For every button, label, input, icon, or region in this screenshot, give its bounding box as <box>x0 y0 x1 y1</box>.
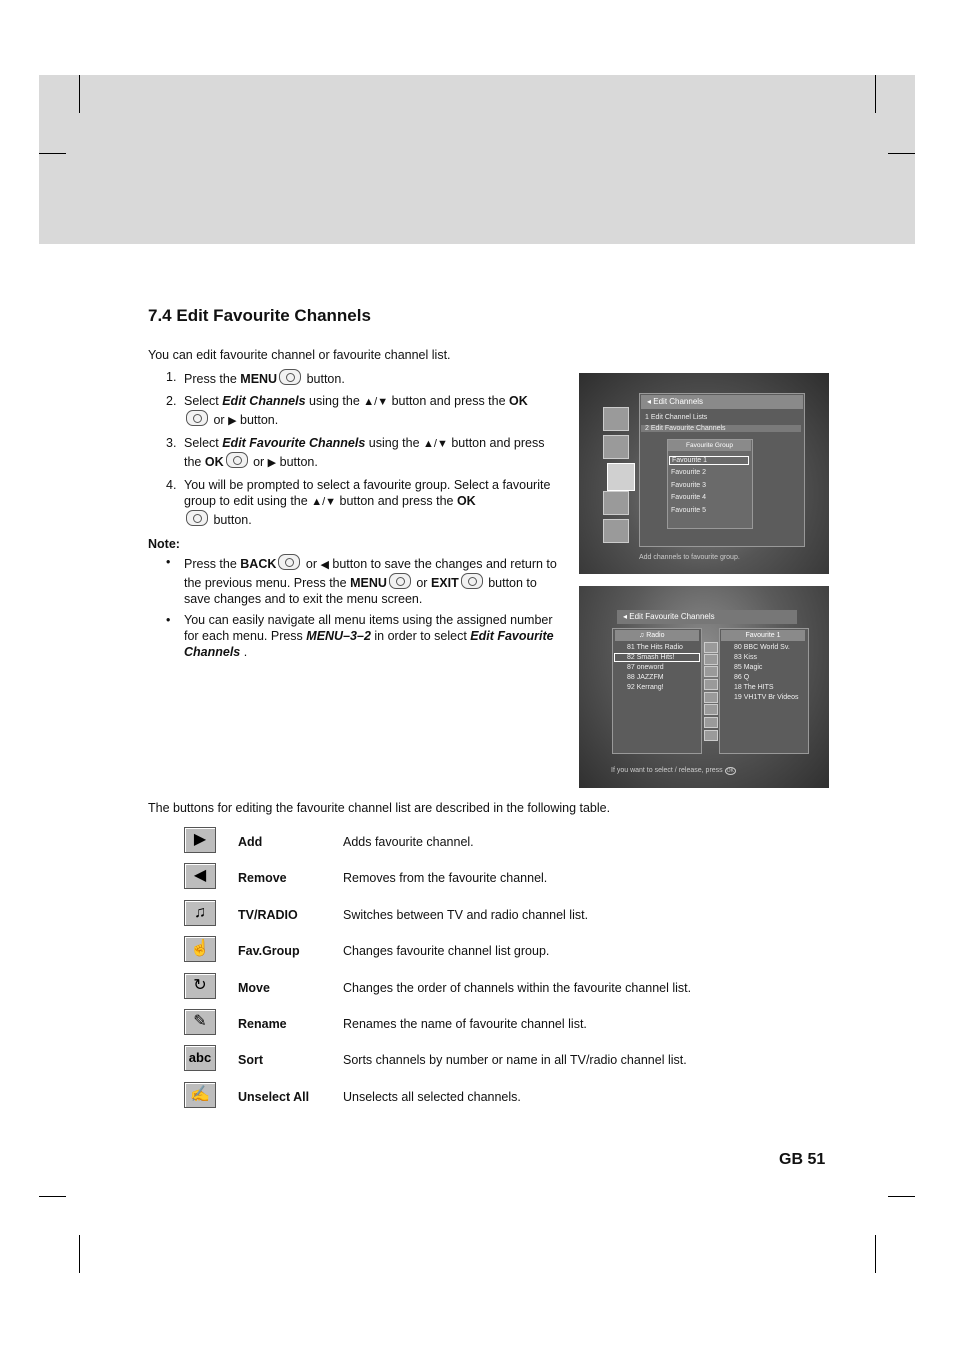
tool-icon <box>603 407 629 431</box>
note-item <box>148 612 558 660</box>
menu-button-icon <box>279 369 301 385</box>
sort-icon[interactable] <box>704 717 718 728</box>
channel-item[interactable]: 88 JAZZFM <box>627 674 664 681</box>
channel-item[interactable]: 81 The Hits Radio <box>627 644 683 651</box>
up-down-arrow-icon: ▲/▼ <box>311 496 337 508</box>
group-item[interactable]: Favourite 5 <box>671 507 707 514</box>
channel-item-selected[interactable]: 82 Smash Hits! <box>614 653 700 662</box>
tv-radio-icon[interactable] <box>704 666 718 677</box>
table-row <box>184 1082 744 1118</box>
menu-title: ◂ Edit Channels <box>641 395 803 409</box>
step-text: button. <box>276 455 318 469</box>
favourite-item[interactable]: 19 VH1TV Br Videos <box>734 694 799 701</box>
favourite-item[interactable]: 18 The HITS <box>734 684 774 691</box>
menu-item[interactable]: 1 Edit Channel Lists <box>645 414 708 421</box>
step-text: Press the <box>184 372 241 386</box>
music-note-icon: ♫ <box>184 900 216 926</box>
ok-key-label: OK <box>204 455 224 469</box>
step-text: using the <box>365 436 423 450</box>
screenshot-edit-channels <box>579 373 829 574</box>
button-description: Changes the order of channels within the favourite channel list. <box>343 980 692 995</box>
button-name: Rename <box>238 1016 287 1031</box>
favourite-header: Favourite 1 <box>721 630 805 641</box>
back-button-icon <box>278 554 300 570</box>
step-number: 1. <box>166 370 177 384</box>
note-text: . <box>240 645 248 659</box>
step-text: using the <box>305 394 364 408</box>
play-right-icon: ▶ <box>184 827 216 853</box>
button-description: Unselects all selected channels. <box>343 1089 521 1104</box>
ok-key-label: OK <box>456 494 476 508</box>
button-name: Add <box>238 835 263 849</box>
crop-mark <box>39 153 66 154</box>
channel-icon <box>603 435 629 459</box>
bullet: • <box>166 613 171 627</box>
notes-list <box>148 554 558 665</box>
ok-button-icon <box>226 452 248 468</box>
bullet: • <box>166 555 171 569</box>
left-arrow-icon: ◀ <box>320 559 329 571</box>
unselect-icon[interactable] <box>704 730 718 741</box>
crop-mark <box>79 1235 80 1273</box>
group-item[interactable]: Favourite 1 <box>669 456 749 465</box>
screen-title-text: Edit Favourite Channels <box>629 612 715 621</box>
button-description: Switches between TV and radio channel list. <box>343 907 589 922</box>
screen-title: ◂ Edit Favourite Channels <box>617 610 797 624</box>
crop-mark <box>875 1235 876 1273</box>
favourite-item[interactable]: 86 Q <box>734 674 750 681</box>
note-item <box>148 554 558 607</box>
intro-text: You can edit favourite channel or favourite channel list. <box>148 348 451 362</box>
right-arrow-icon: ▶ <box>267 457 277 469</box>
eraser-icon: ✍ <box>184 1082 216 1108</box>
screenshot-edit-favourite-channels <box>579 586 829 788</box>
page-number: GB 51 <box>779 1151 826 1168</box>
step-text: button and press the <box>184 436 545 469</box>
crop-mark <box>39 1196 66 1197</box>
record-icon <box>603 491 629 515</box>
menu-shortcut: MENU–3–2 <box>306 629 371 643</box>
step-number: 4. <box>166 478 177 492</box>
step-text: button. <box>303 372 345 386</box>
ok-button-icon <box>186 410 208 426</box>
popup-title: Favourite Group <box>668 440 751 451</box>
button-description: Removes from the favourite channel. <box>343 871 548 886</box>
table-row <box>184 863 744 899</box>
move-arrows-icon: ↻ <box>184 973 216 999</box>
button-name: Move <box>238 980 270 995</box>
list-header-text: Radio <box>646 632 665 639</box>
menu-key-label: MENU <box>350 576 387 590</box>
screen-footer <box>611 767 736 775</box>
menu-item-label: Edit Favourite Channels <box>184 629 554 659</box>
step-text: button and press the <box>388 394 510 408</box>
note-text: button to save changes and to exit the menu screen. <box>184 576 537 606</box>
crop-mark <box>888 1196 915 1197</box>
table-row <box>184 1009 744 1045</box>
pencil-icon: ✎ <box>184 1009 216 1035</box>
header-band <box>39 75 915 244</box>
table-row <box>184 827 744 863</box>
note-text: in order to select <box>370 629 471 643</box>
table-row <box>184 1045 744 1081</box>
menu-key-label: MENU <box>240 372 278 386</box>
menu-item-label: Edit Channels <box>222 394 306 408</box>
up-down-arrow-icon: ▲/▼ <box>363 396 389 408</box>
note-text: or <box>412 576 431 590</box>
section-heading: 7.4 Edit Favourite Channels <box>148 306 371 325</box>
right-arrow-icon: ▶ <box>228 415 237 427</box>
list-header: ♫ Radio <box>615 630 699 641</box>
step-text: You will be prompted to select a favourite group. Select a favourite group to edit using the <box>184 478 551 508</box>
step-item <box>148 393 558 429</box>
menu-title-text: Edit Channels <box>653 397 704 406</box>
button-description: Changes favourite channel list group. <box>343 944 550 959</box>
note-text: button to save the changes and return to the previous menu. Press the <box>184 557 557 590</box>
remove-icon[interactable] <box>704 654 718 665</box>
screen-footer: Add channels to favourite group. <box>639 554 740 561</box>
group-item[interactable]: Favourite 2 <box>671 469 707 476</box>
ok-button-icon <box>186 510 208 526</box>
table-row <box>184 900 744 936</box>
button-name: Sort <box>238 1053 263 1068</box>
step-text: Select <box>184 394 223 408</box>
exit-key-label: EXIT <box>430 576 459 590</box>
step-number: 3. <box>166 436 177 450</box>
screen-footer-text: If you want to select / release, press <box>611 767 723 774</box>
step-item <box>148 477 558 528</box>
favourite-item[interactable]: 80 BBC World Sv. <box>734 644 790 651</box>
up-down-arrow-icon: ▲/▼ <box>423 438 448 450</box>
button-description: Renames the name of favourite channel list. <box>343 1016 587 1031</box>
back-key-label: BACK <box>240 557 277 571</box>
step-text: button and press the <box>336 494 457 508</box>
favourite-item[interactable]: 85 Magic <box>734 664 763 671</box>
crop-mark <box>875 75 876 113</box>
menu-item-selected[interactable]: 2 Edit Favourite Channels <box>641 425 801 432</box>
crop-mark <box>888 153 915 154</box>
channel-item[interactable]: 87 oneword <box>627 664 664 671</box>
rename-icon[interactable] <box>704 704 718 715</box>
add-icon[interactable] <box>704 642 718 653</box>
fav-group-icon[interactable] <box>704 679 718 690</box>
menu-item-label: Edit Favourite Channels <box>222 436 366 450</box>
favourite-item[interactable]: 83 Kiss <box>734 654 757 661</box>
abc-icon: abc <box>184 1045 216 1071</box>
note-text: You can easily navigate all menu items using the assigned number for each menu. Press <box>184 613 553 643</box>
note-label: Note: <box>148 537 180 551</box>
play-left-icon: ◀ <box>184 863 216 889</box>
button-description: Adds favourite channel. <box>343 835 474 849</box>
thumbs-up-icon: ☝ <box>184 936 216 962</box>
step-text: or <box>210 413 229 427</box>
ok-glyph: OK <box>726 768 734 774</box>
channel-item[interactable]: 92 Kerrang! <box>627 684 664 691</box>
note-text: Press the <box>184 557 241 571</box>
step-text: button. <box>210 513 252 527</box>
button-table <box>184 827 744 1118</box>
button-description: Sorts channels by number or name in all TV/radio channel list. <box>343 1053 687 1068</box>
edit-channels-icon <box>607 463 635 491</box>
table-row <box>184 973 744 1009</box>
button-name: Remove <box>238 871 287 886</box>
exit-button-icon <box>461 573 483 589</box>
move-icon[interactable] <box>704 692 718 703</box>
step-text: Select <box>184 436 223 450</box>
step-item <box>148 435 558 471</box>
table-row <box>184 936 744 972</box>
note-text: or <box>302 557 321 571</box>
search-icon <box>603 519 629 543</box>
step-text: button. <box>236 413 279 427</box>
button-name: Unselect All <box>238 1089 310 1104</box>
step-item <box>148 369 558 387</box>
crop-mark <box>79 75 80 113</box>
ok-key-label: OK <box>509 394 528 408</box>
button-name: Fav.Group <box>238 944 300 959</box>
step-text: or <box>249 455 268 469</box>
group-item[interactable]: Favourite 4 <box>671 494 707 501</box>
step-number: 2. <box>166 394 177 408</box>
table-intro: The buttons for editing the favourite channel list are described in the following table. <box>148 801 611 815</box>
steps-list <box>148 369 558 534</box>
button-name: TV/RADIO <box>238 907 298 922</box>
group-item[interactable]: Favourite 3 <box>671 482 707 489</box>
menu-button-icon <box>389 573 411 589</box>
